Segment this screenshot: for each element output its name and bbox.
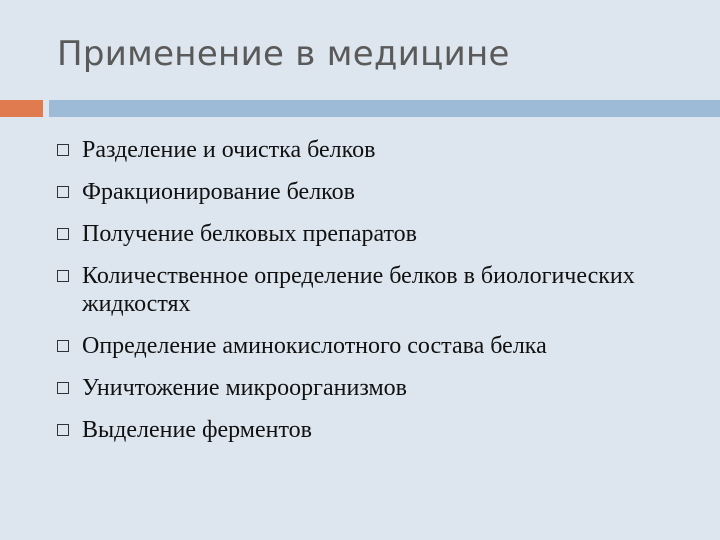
list-item [57, 220, 707, 248]
list-item [57, 136, 707, 164]
title-rule-bar [49, 100, 720, 117]
list-item [57, 416, 707, 444]
title-accent-bar [0, 100, 43, 117]
square-outline-icon [57, 270, 69, 282]
list-item-text: Фракционирование белков [82, 179, 355, 205]
bullet-list [57, 136, 707, 458]
list-item-text: Выделение ферментов [82, 417, 312, 443]
list-item-text: Количественное определение белков в биологических жидкостях [82, 263, 635, 317]
square-outline-icon [57, 186, 69, 198]
list-item-text: Получение белковых препаратов [82, 221, 418, 247]
square-outline-icon [57, 382, 69, 394]
square-outline-icon [57, 228, 69, 240]
slide-title: Применение в медицине [57, 34, 510, 74]
list-item-text: Уничтожение микроорганизмов [82, 375, 408, 401]
square-outline-icon [57, 424, 69, 436]
list-item [57, 374, 707, 402]
square-outline-icon [57, 144, 69, 156]
list-item [57, 262, 707, 318]
list-item-text: Определение аминокислотного состава белка [82, 333, 547, 359]
list-item [57, 178, 707, 206]
square-outline-icon [57, 340, 69, 352]
list-item-text: Разделение и очистка белков [82, 137, 376, 163]
list-item [57, 332, 707, 360]
